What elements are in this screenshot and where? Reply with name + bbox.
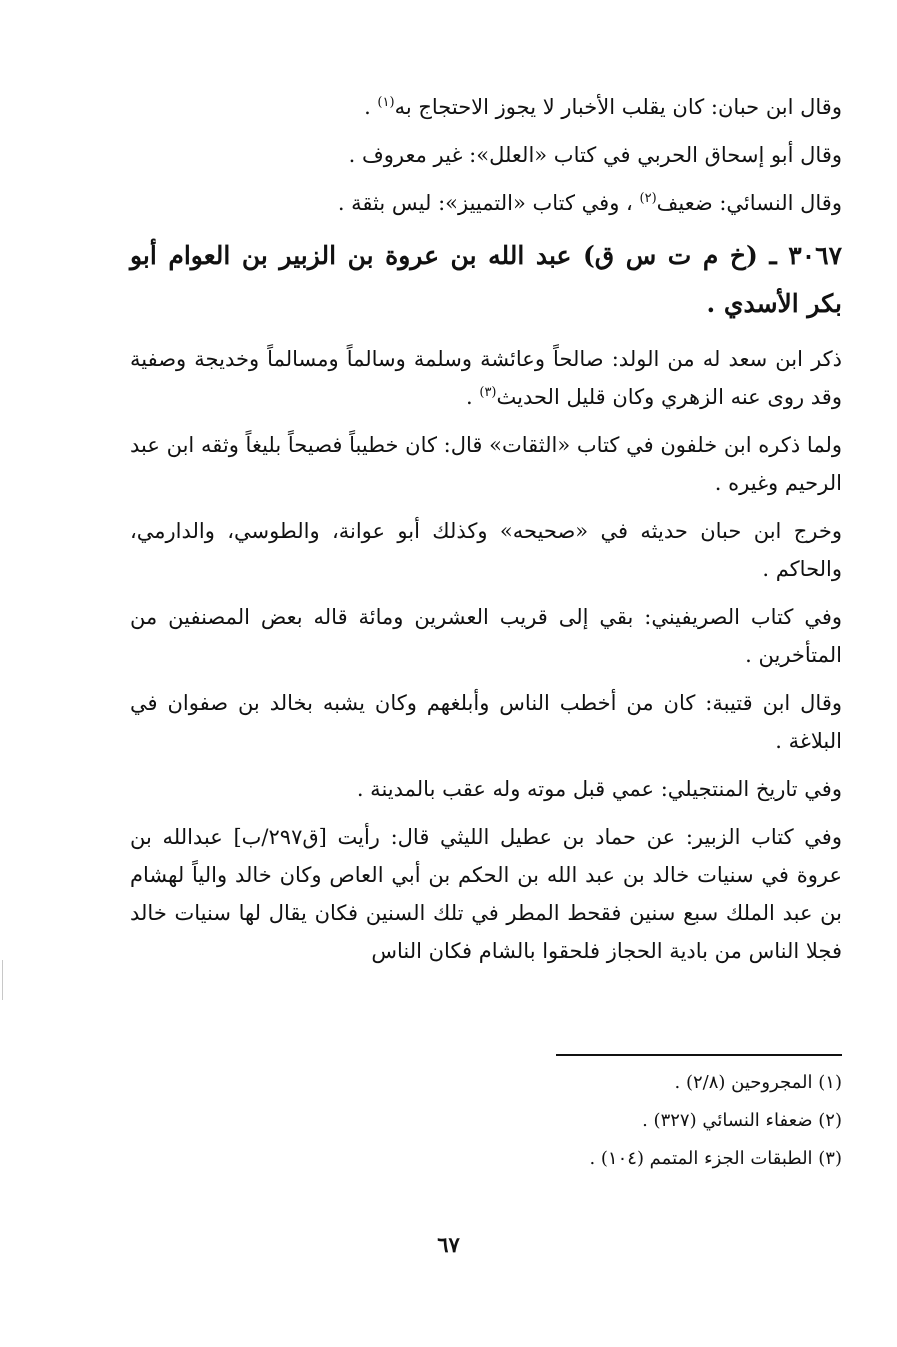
scan-margin-line: [2, 960, 3, 1000]
footnote-divider: [556, 1054, 842, 1056]
page-number: ٦٧: [437, 1232, 460, 1257]
paragraph-ibn-hibban: [130, 88, 842, 126]
paragraph-text: وقال ابن حبان: كان يقلب الأخبار لا يجوز الاحتجاج به: [394, 95, 842, 119]
paragraph-text: وفي كتاب الزبير: عن حماد بن عطيل الليثي قال: رأيت [ق٢٩٧/ب] عبدالله بن عروة في سنيات خالد بن عبد الله بن الحكم بن أبي العاص وكان خالد والياً لهشام بن عبد الملك سبع سنين فقحط المطر في تلك السنين فكان يقال لها سنيات خالد فجلا الناس من بادية الحجاز فلحقوا بالشام فكان الناس: [130, 825, 842, 963]
paragraph-ibn-qutayba: [130, 684, 842, 760]
footnote-item: (٢) ضعفاء النسائي (٣٢٧) .: [642, 1110, 842, 1131]
main-text: [130, 88, 842, 980]
paragraph-ibn-hibban-sahih: [130, 512, 842, 588]
paragraph-text: وفي تاريخ المنتجيلي: عمي قبل موته وله عقب بالمدينة .: [356, 777, 842, 801]
paragraph-nasai: [130, 184, 842, 222]
footnotes: [130, 1064, 842, 1178]
paragraph-zubayr: [130, 818, 842, 970]
paragraph-muntajili: [130, 770, 842, 808]
footnote-ref: (٢): [639, 191, 657, 206]
paragraph-text: ذكر ابن سعد له من الولد: صالحاً وعائشة وسلمة وسالماً ومسالماً وخديجة وصفية وقد روى عنه الزهري وكان قليل الحديث: [130, 347, 842, 409]
paragraph-text: ولما ذكره ابن خلفون في كتاب «الثقات» قال: كان خطيباً فصيحاً بليغاً وثقه ابن عبد الرحيم وغيره .: [130, 433, 842, 495]
paragraph-harbi: [130, 136, 842, 174]
paragraph-text: وخرج ابن حبان حديثه في «صحيحه» وكذلك أبو عوانة، والطوسي، والدارمي، والحاكم .: [130, 519, 842, 581]
paragraph-tail: ، وفي كتاب «التمييز»: ليس بثقة .: [337, 191, 640, 215]
paragraph-sarifini: [130, 598, 842, 674]
paragraph-ibn-saad: [130, 340, 842, 416]
footnote-item: (٣) الطبقات الجزء المتمم (١٠٤) .: [589, 1148, 842, 1169]
paragraph-ibn-khalfun: [130, 426, 842, 502]
footnote-ref: (١): [377, 95, 395, 110]
footnote-ref: (٣): [479, 385, 497, 400]
paragraph-text: وقال ابن قتيبة: كان من أخطب الناس وأبلغهم وكان يشبه بخالد بن صفوان في البلاغة .: [130, 691, 842, 753]
paragraph-text: وقال النسائي: ضعيف: [656, 191, 842, 215]
paragraph-text: وفي كتاب الصريفيني: بقي إلى قريب العشرين ومائة قاله بعض المصنفين من المتأخرين .: [130, 605, 842, 667]
entry-heading: ٣٠٦٧ ـ (خ م ت س ق) عبد الله بن عروة بن الزبير بن العوام أبو بكر الأسدي .: [130, 241, 842, 318]
paragraph-tail: .: [364, 95, 378, 119]
paragraph-tail: .: [466, 385, 480, 409]
paragraph-text: وقال أبو إسحاق الحربي في كتاب «العلل»: غير معروف .: [348, 143, 842, 167]
footnote-item: (١) المجروحين (٢/٨) .: [674, 1072, 842, 1093]
